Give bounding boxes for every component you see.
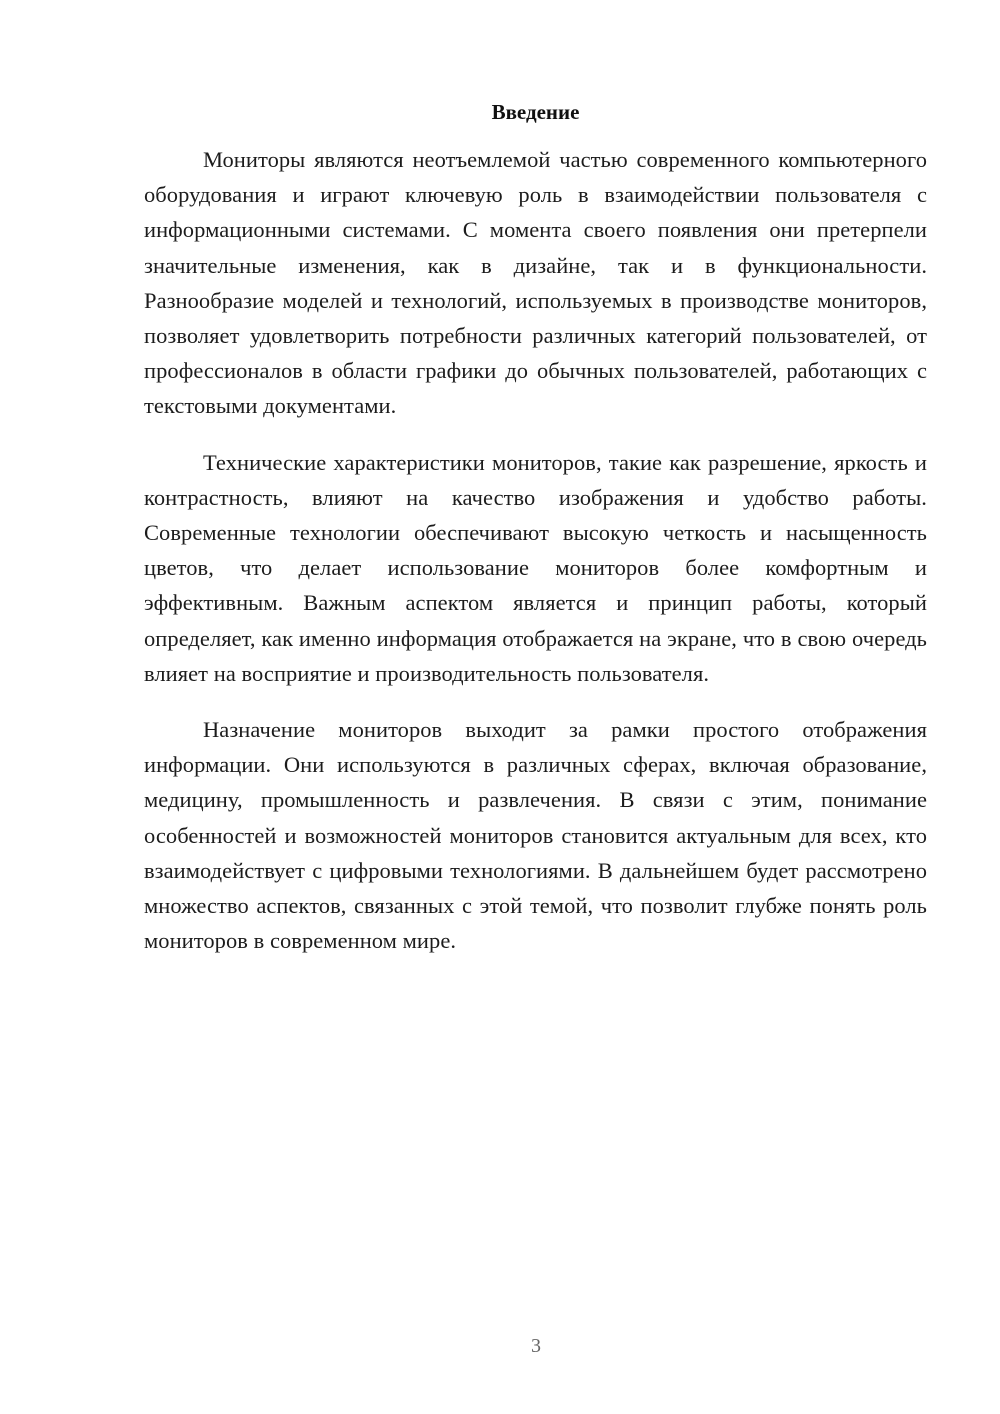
paragraph-2: Технические характеристики мониторов, такие как разрешение, яркость и контрастность, влияют на качество изображения и удобство работы. Современные технологии обеспечивают высокую четкость и насыщенность цветов, что делает использование мониторов более комфортным и эффективным. Важным аспектом является и принцип работы, который определяет, как именно информация отображается на экране, что в свою очередь влияет на восприятие и производительность пользователя. [144, 449, 927, 686]
section-heading: Введение [491, 100, 580, 124]
page-number: 3 [531, 1335, 541, 1357]
paragraph-1: Мониторы являются неотъемлемой частью современного компьютерного оборудования и играют ключевую роль в взаимодействии пользователя с информационными системами. С момента своего появления они претерпели значительные изменения, как в дизайне, так и в функциональности. Разнообразие моделей и технологий, используемых в производстве мониторов, позволяет удовлетворить потребности различных категорий пользователей, от профессионалов в области графики до обычных пользователей, работающих с текстовыми документами. [144, 147, 927, 419]
document-body [144, 142, 927, 958]
paragraph-3: Назначение мониторов выходит за рамки простого отображения информации. Они используются в различных сферах, включая образование, медицину, промышленность и развлечения. В связи с этим, понимание особенностей и возможностей мониторов становится актуальным для всех, кто взаимодействует с цифровыми технологиями. В дальнейшем будет рассмотрено множество аспектов, связанных с этой темой, что позволит глубже понять роль мониторов в современном мире. [144, 717, 927, 954]
